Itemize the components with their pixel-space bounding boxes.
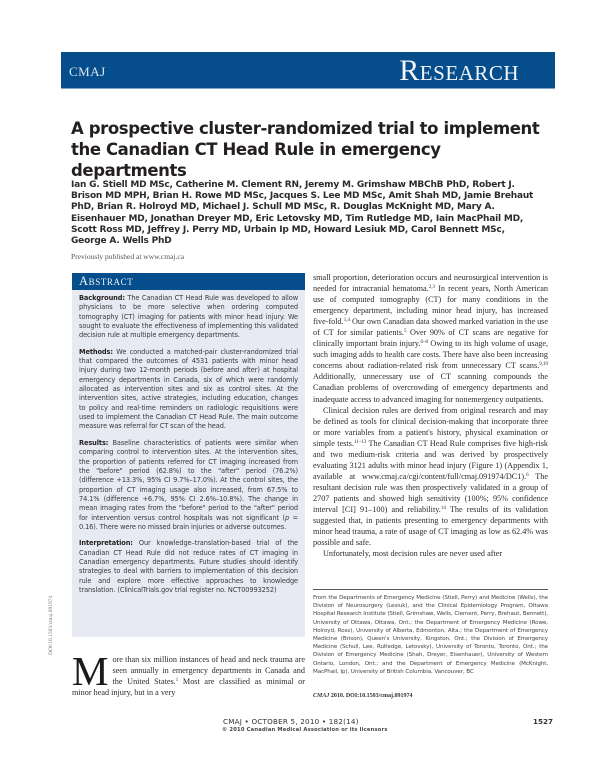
copyright-notice: © 2010 Canadian Medical Association or its licensors — [222, 727, 388, 733]
journal-name: CMAJ — [69, 64, 106, 79]
reference-marker[interactable]: 1,4 — [343, 318, 350, 324]
abstract-methods — [79, 348, 298, 432]
interpretation-text: Our knowledge–translation-based trial of the Canadian CT Head Rule did not reduce rates of CT imaging in Canadian emergency departments. Future studies should identify strategies to deal with barriers to implementation of this decision rule and explore more effective approaches to knowledge translation. (ClinicalTrials.gov trial register no. NCT00993252) — [79, 539, 298, 594]
reference-marker[interactable]: 6–8 — [420, 340, 428, 346]
author-affiliations: From the Departments of Emergency Medicine (Stiell, Perry) and Medicine (Wells), the Division of Neurosurgery (Lesiuk), and the Clinical Epidemiology Program, Ottawa Hospital Research Institute (Stiell, Grimshaw, Wells, Clement, Perry, Brehaut, Bennett), University of Ottawa, Ottawa, Ont.; the Department of Emergency Medicine (Rowe, Holroyd, Ross), University of Alberta, Edmonton, Alta.; the Department of Emergency Medicine (Brison), Queen's University, Kingston, Ont.; the Division of Emergency Medicine (Schull, Lee, Rutledge, Letovsky), University of Toronto, Toronto, Ont.; the Division of Emergency Medicine (Shah, Dreyer, Eisenhauer), University of Western Ontario, London, Ont.; and the Department of Emergency Medicine (McKnight, MacPhail, Ip), University of British Columbia, Vancouver, BC — [313, 595, 548, 675]
methods-text: We conducted a matched-pair cluster-randomized trial that compared the outcomes of 4531 patients with minor head injury during two 12-month periods (before and after) at hospital emergency departments in Canada, six of which were randomly allocated as intervention sites and six as control sites. At the intervention sites, active strategies, including education, changes to policy and real-time reminders on radiologic requisitions were used to implement the Canadian CT Head Rule. The main outcome measure was referral for CT scan of the head. — [79, 347, 299, 431]
p-value-symbol: p — [285, 513, 290, 522]
citation-doi: 2010. DOI:10.1503/cmaj.091974 — [329, 693, 413, 699]
article-title: A prospective cluster-randomized trial to implement the Canadian CT Head Rule in emergency departments — [71, 119, 540, 180]
reference-marker[interactable]: 5 — [403, 329, 407, 335]
body-column-right — [313, 272, 548, 559]
reference-marker[interactable]: 9,10 — [539, 362, 548, 368]
reference-marker[interactable]: 11–13 — [353, 439, 367, 445]
reference-marker[interactable]: 2,3 — [428, 285, 435, 291]
background-text: The Canadian CT Head Rule was developed to allow physicians to be more selective when ordering computed tomography (CT) imaging for patients with minor head injury. We sought to evaluate the effectiveness of implementing this validated decision rule at multiple emergency departments. — [79, 294, 298, 340]
abstract-interpretation — [79, 539, 298, 595]
interpretation-label: Interpretation: — [79, 539, 133, 548]
issue-info: CMAJ • OCTOBER 5, 2010 • 182(14) — [223, 717, 359, 726]
reference-marker[interactable]: 14 — [440, 505, 446, 511]
section-label: Research — [399, 54, 519, 87]
results-text: Baseline characteristics of patients were similar when comparing control to intervention sites. At the intervention sites, the proportion of patients referred for CT imaging increased from the "before" period (62.8%) to the "after" period (76.2%) (difference +13.3%, 95% CI 9.7%–17.0%). At the control sites, the proportion of CT imaging usage also increased, from 67.5% to 74.1% (difference +6.7%, 95% CI 2.6%–10.8%). The change in mean imaging rates from the "before" period to the "after" period for intervention versus control hospitals was not significant ( — [79, 438, 298, 522]
affiliation-divider — [313, 589, 548, 590]
intro-paragraph: More than six million instances of head and neck trauma are seen annually in emergency departments in Canada and the United States.$^1$ Most are classified as minimal or minor head injury, but in a very — [72, 648, 306, 697]
body-paragraph: Unfortunately, most decision rules are never used after — [323, 549, 503, 559]
reference-marker[interactable]: 1 — [175, 678, 179, 683]
abstract-results — [79, 439, 298, 532]
results-label: Results: — [79, 438, 109, 447]
body-paragraph: Clinical decision rules are derived from original research and may be defined as tools for clinical decision-making that incorporate three or more variables from a patient's history, physical examination or simple tests.$^{11-13}$ The Canadian CT Head Rule comprises five high-risk and two medium-risk criteria and was derived by prospectively evaluating 3121 adults with minor head injury (Figure 1) (Appendix 1, available at www.cmaj.ca/cgi/content/full/cmaj.091974/DC1).$^6$ The resultant decision rule was then prospectively validated in a group of 2707 patients and showed high sensitivity (100%; 95% confidence interval [CI] 91–100) and reliability.$^{14}$ The results of its validation suggested that, in patients presenting to emergency departments with minor head trauma, a rate of usage of CT imaging as low as 62.4% was possible and safe. — [313, 405, 548, 548]
methods-label: Methods: — [79, 347, 113, 356]
citation-journal: CMAJ — [313, 693, 330, 699]
vertical-doi: DOI:10.1503/cmaj.091974 — [48, 595, 54, 655]
section-banner — [61, 52, 555, 89]
background-label: Background: — [79, 294, 125, 302]
results-text-end: = 0.16). There were no missed brain injuries or adverse outcomes. — [79, 513, 299, 531]
abstract-background — [79, 294, 298, 341]
drop-cap: M — [72, 648, 109, 694]
body-paragraph: small proportion, deterioration occurs and neurosurgical intervention is needed for intracranial hematoma.$^{2,3}$ In recent years, North American use of computed tomography (CT) for many conditions in the emergency department, including minor head injury, has increased five-fold.$^{1,4}$ Our own Canadian data showed marked variation in the use of CT for similar patients.$^5$ Over 90% of CT scans are negative for clinically important brain injury.$^{6-8}$ Owing to its high volume of usage, such imaging adds to health care costs. There have also been increasing concerns about radiation-related risk from unnecessary CT scans.$^{9,10}$ Additionally, unnecessary use of CT scanning compounds the Canadian problems of overcrowding of emergency departments and inadequate access to advanced imaging for nonemergency outpatients. — [313, 273, 548, 404]
previously-published-note: Previously published at www.cmaj.ca — [71, 252, 185, 261]
reference-marker[interactable]: 6 — [526, 472, 529, 478]
abstract-box — [72, 273, 305, 637]
abstract-heading: Abstract — [72, 273, 305, 290]
citation-line — [313, 693, 413, 699]
page-number: 1527 — [532, 717, 553, 726]
author-list: Ian G. Stiell MD MSc, Catherine M. Clement RN, Jeremy M. Grimshaw MBChB PhD, Robert J. Brison MD MPH, Brian H. Rowe MD MSc, Jacques S. Lee MD MSc, Amit Shah MD, Jamie Brehaut PhD, Brian R. Holroyd MD, Michael J. Schull MD MSc, R. Douglas McKnight MD, Mary A. Eisenhauer MD, Jonathan Dreyer MD, Eric Letovsky MD, Tim Rutledge MD, Iain MacPhail MD, Scott Ross MD, Jeffrey J. Perry MD, Urbain Ip MD, Howard Lesiuk MD, Carol Bennett MSc, George A. Wells PhD — [71, 180, 534, 247]
